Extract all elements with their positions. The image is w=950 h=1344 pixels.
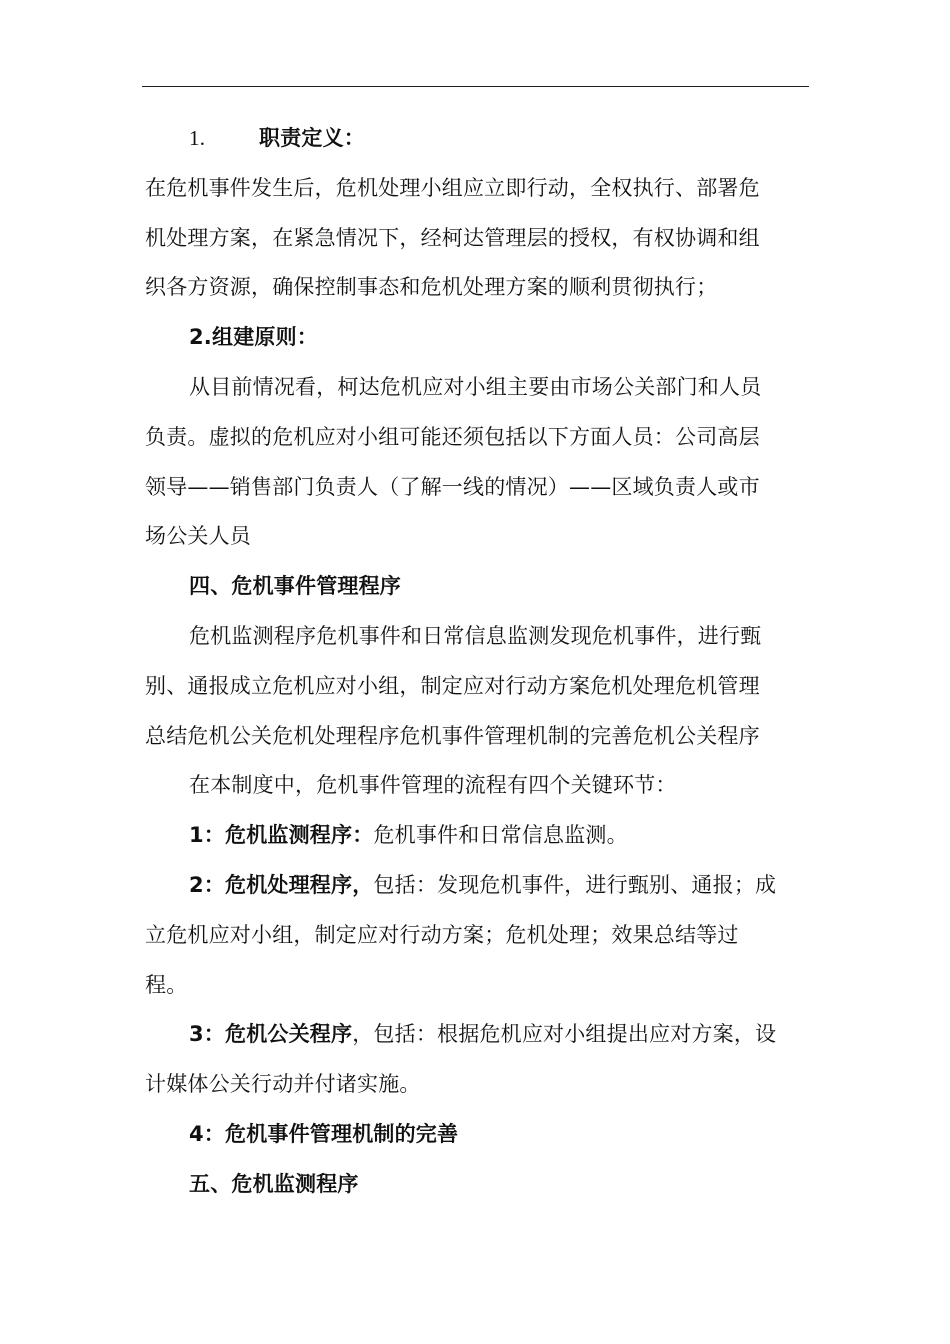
section2-line: 场公关人员 (145, 524, 251, 549)
section4-line: 总结危机公关危机处理程序危机事件管理机制的完善危机公关程序 (145, 723, 760, 748)
section1-number: 1. (189, 126, 206, 150)
process-item-text: 危机事件和日常信息监测。 (373, 823, 628, 848)
section2-line: 负责。虚拟的危机应对小组可能还须包括以下方面人员：公司高层 (145, 424, 760, 449)
process-item-4: 4：危机事件管理机制的完善 (189, 1121, 459, 1146)
process-item-label: 1：危机监测程序： (189, 823, 374, 848)
process-item-2 (145, 861, 809, 911)
section4-line: 危机监测程序危机事件和日常信息监测发现危机事件，进行甄 (189, 623, 762, 648)
section1-line: 织各方资源，确保控制事态和危机处理方案的顺利贯彻执行； (145, 275, 718, 300)
section5-heading: 五、危机监测程序 (189, 1171, 359, 1196)
process-item-continuation: 立危机应对小组，制定应对行动方案；危机处理；效果总结等过 (145, 922, 739, 947)
process-item-text: 包括：发现危机事件，进行甄别、通报；成 (373, 872, 777, 897)
process-item-text: ，包括：根据危机应对小组提出应对方案，设 (352, 1022, 777, 1047)
section4-line: 别、通报成立危机应对小组，制定应对行动方案危机处理危机管理 (145, 673, 760, 698)
section1-line: 机处理方案，在紧急情况下，经柯达管理层的授权，有权协调和组 (145, 225, 760, 250)
process-item-1 (145, 811, 809, 861)
process-item-label: 3：危机公关程序 (189, 1022, 353, 1047)
section4-intro: 在本制度中，危机事件管理的流程有四个关键环节： (189, 773, 677, 798)
section1-title: 职责定义： (259, 126, 365, 150)
header-rule (142, 86, 809, 87)
section2-heading: 2.组建原则： (189, 325, 318, 350)
process-item-label: 2：危机处理程序， (189, 872, 374, 897)
document-body (145, 114, 809, 1210)
section1-line: 在危机事件发生后，危机处理小组应立即行动，全权执行、部署危 (145, 175, 760, 200)
section4-heading: 四、危机事件管理程序 (189, 574, 401, 599)
section1-heading (145, 114, 809, 164)
process-item-3 (145, 1010, 809, 1060)
section2-line: 从目前情况看，柯达危机应对小组主要由市场公关部门和人员 (189, 374, 762, 399)
process-item-continuation: 程。 (145, 972, 188, 997)
process-item-continuation: 计媒体公关行动并付诸实施。 (145, 1072, 421, 1097)
section2-line: 领导——销售部门负责人（了解一线的情况）——区域负责人或市 (145, 474, 760, 499)
